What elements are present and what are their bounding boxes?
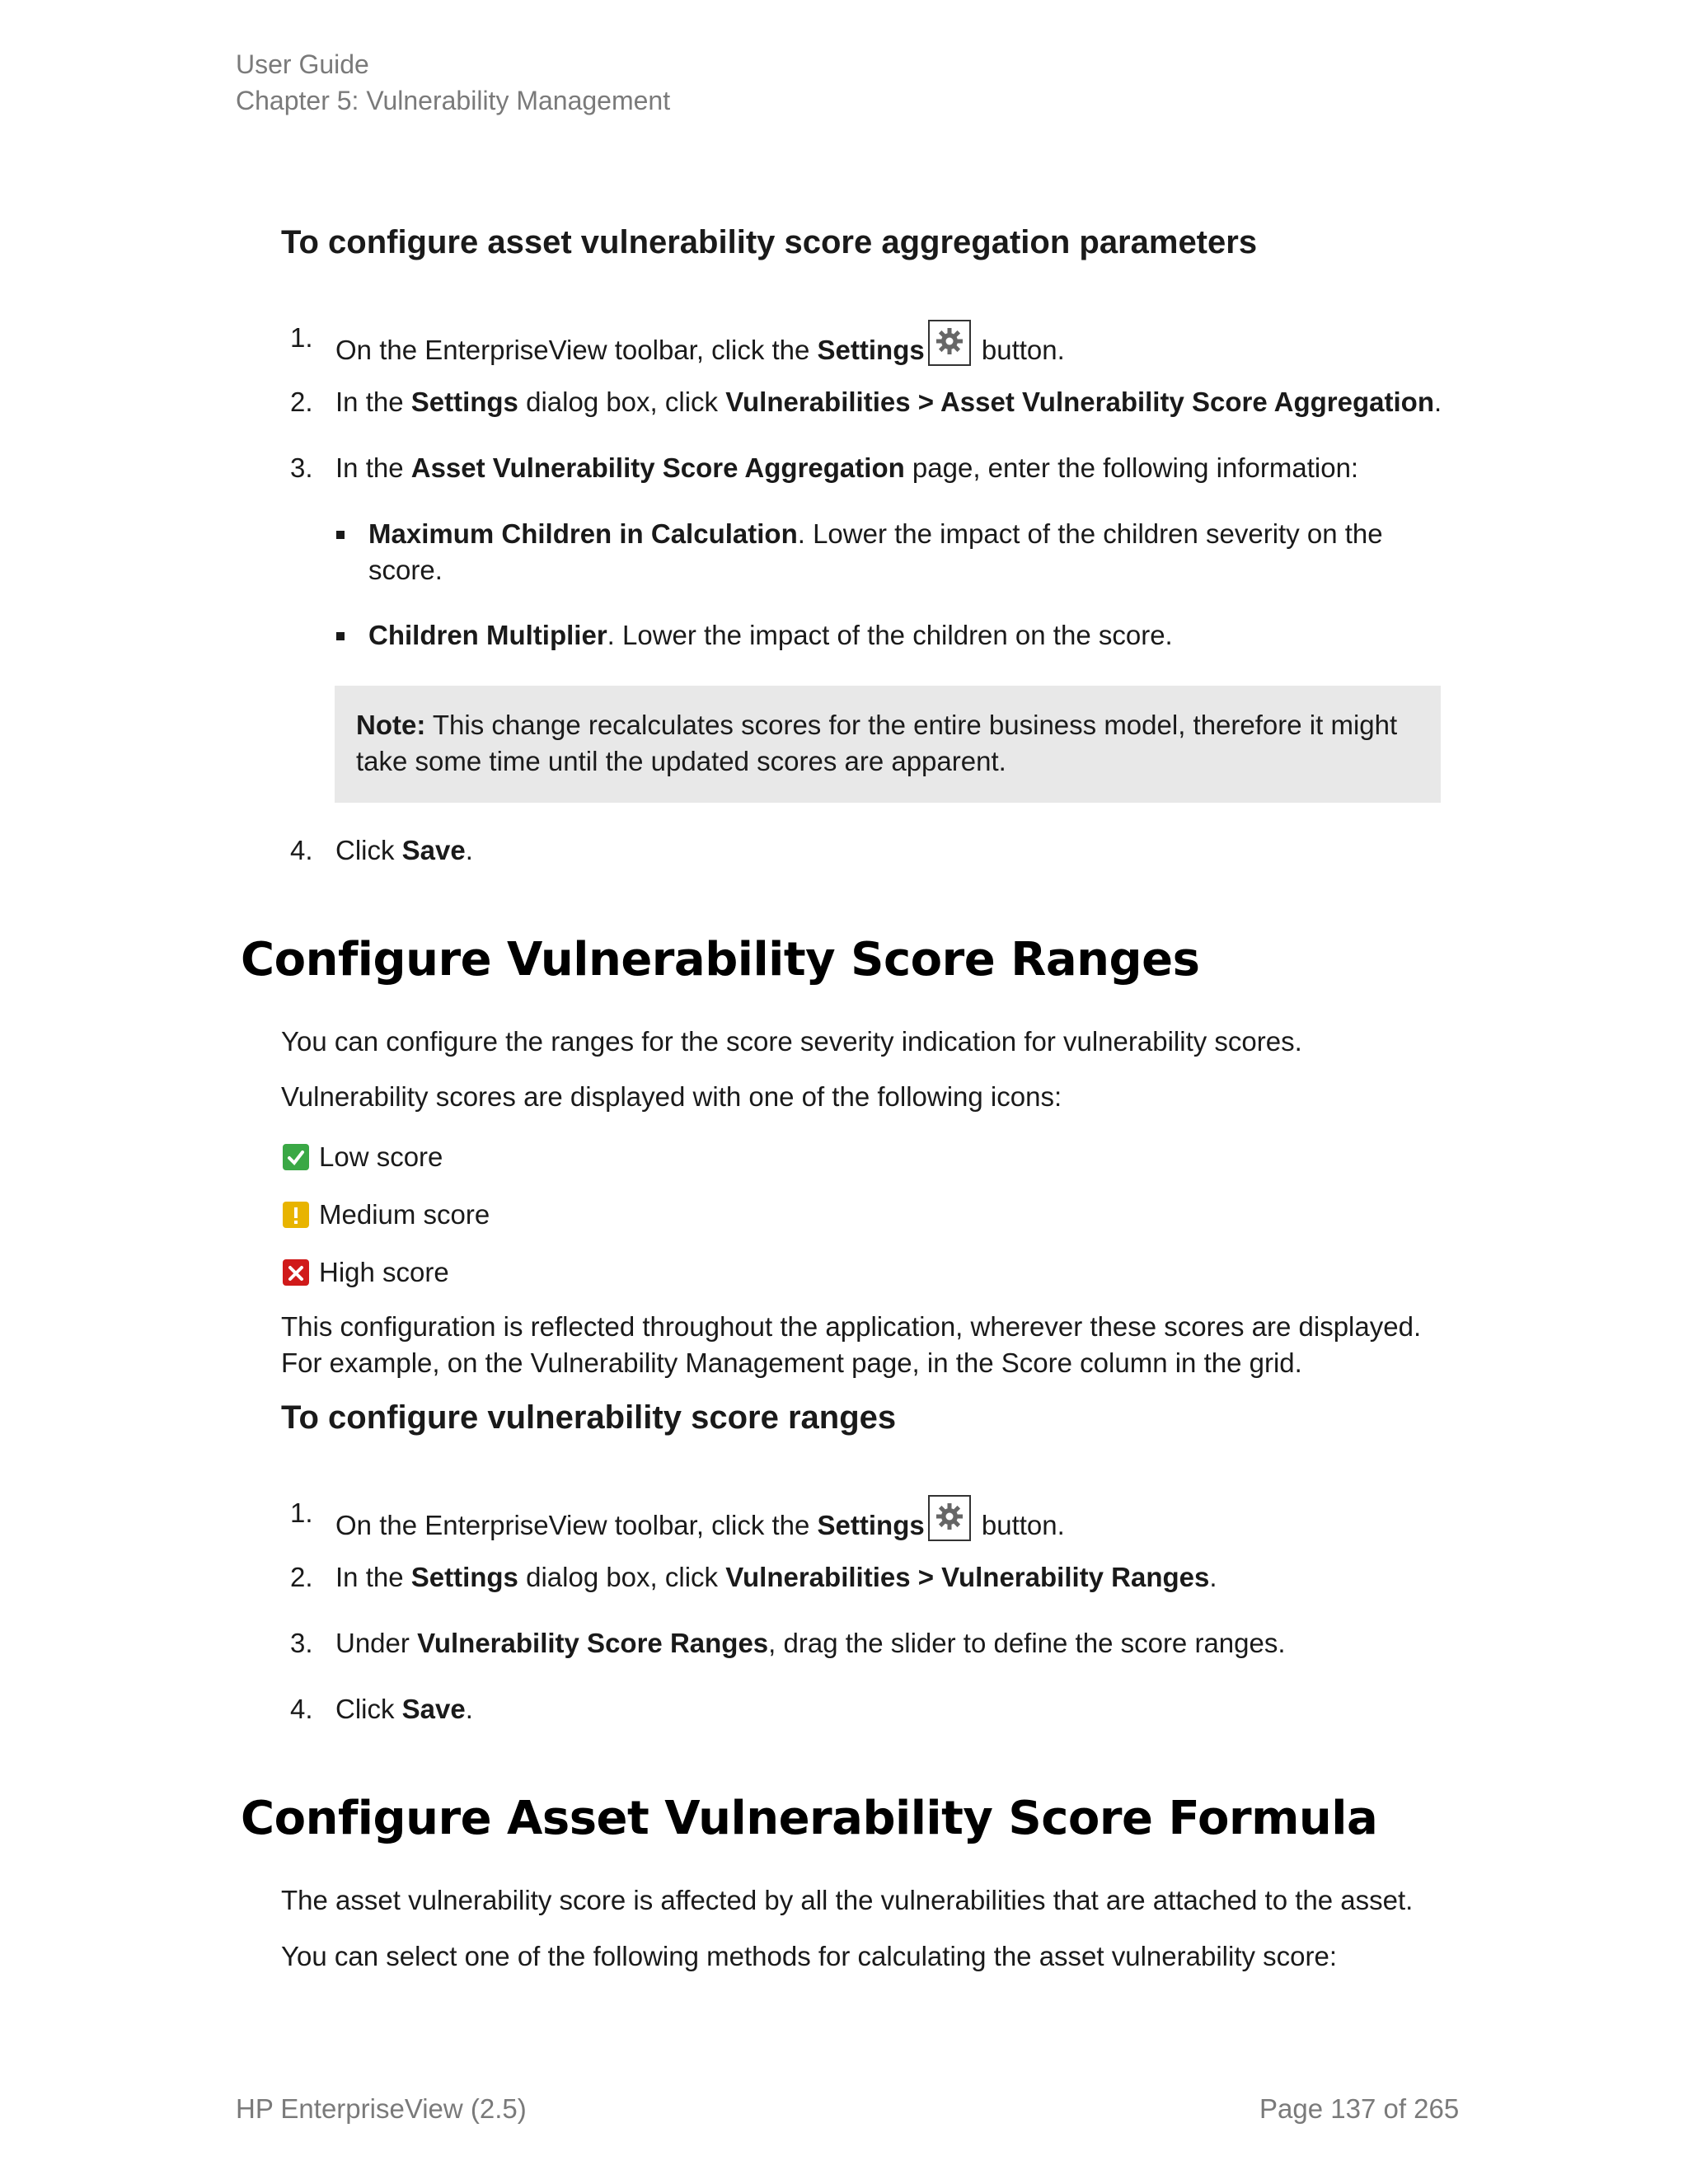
exclamation-icon: [283, 1202, 309, 1228]
x-icon: [283, 1259, 309, 1286]
step-2: [290, 384, 1442, 420]
step-number: 3.: [290, 1628, 313, 1658]
step-number: 2.: [290, 387, 313, 417]
step-number: 1.: [290, 322, 313, 353]
step-3: [290, 450, 1359, 486]
step-text: In the Settings dialog box, click Vulnerabilities > Asset Vulnerability Score Aggregation.: [335, 387, 1442, 417]
step-text: Under Vulnerability Score Ranges, drag the slider to define the score ranges.: [335, 1628, 1286, 1658]
paragraph: Vulnerability scores are displayed with one of the following icons:: [281, 1081, 1062, 1112]
step-number: 2.: [290, 1562, 313, 1592]
procedure-title: To configure asset vulnerability score aggregation parameters: [281, 224, 1258, 260]
guide-title: User Guide: [236, 49, 369, 79]
step-4: [290, 832, 473, 869]
step-number: 3.: [290, 452, 313, 483]
step-text: Click Save.: [335, 835, 473, 865]
step-text: On the EnterpriseView toolbar, click the Settings button.: [335, 1495, 1065, 1544]
step-number: 4.: [290, 1694, 313, 1724]
note-label: Note:: [356, 710, 426, 740]
bullet-square-icon: [336, 531, 345, 539]
step-number: 4.: [290, 835, 313, 865]
settings-gear-icon: [928, 1495, 971, 1541]
note-box: [335, 686, 1441, 803]
step-text: On the EnterpriseView toolbar, click the Settings button.: [335, 320, 1065, 368]
paragraph: You can select one of the following methods for calculating the asset vulnerability score:: [281, 1941, 1338, 1971]
running-header: [236, 46, 670, 119]
bullet-square-icon: [336, 632, 345, 640]
paragraph: This configuration is reflected throughout the application, wherever these scores are displayed. For example, on the Vulnerability Management page, in the Score column in the grid.: [281, 1311, 1422, 1378]
procedure-title: To configure vulnerability score ranges: [281, 1399, 897, 1436]
settings-gear-icon: [928, 320, 971, 366]
footer-product: HP EnterpriseView (2.5): [236, 2093, 527, 2124]
section-heading: Configure Vulnerability Score Ranges: [241, 933, 1200, 987]
step-text: Click Save.: [335, 1694, 473, 1724]
paragraph: The asset vulnerability score is affected by all the vulnerabilities that are attached to the asset.: [281, 1885, 1414, 1915]
paragraph: You can configure the ranges for the score severity indication for vulnerability scores.: [281, 1026, 1302, 1057]
step-2: [290, 1559, 1217, 1596]
step-text: In the Settings dialog box, click Vulnerabilities > Vulnerability Ranges.: [335, 1562, 1217, 1592]
step-4: [290, 1691, 473, 1727]
step-number: 1.: [290, 1497, 313, 1528]
step-text: In the Asset Vulnerability Score Aggregation page, enter the following information:: [335, 452, 1359, 483]
step-3: [290, 1625, 1286, 1661]
footer-page-number: Page 137 of 265: [1259, 2093, 1460, 2124]
step-1: [290, 1495, 1065, 1540]
step-1: [290, 320, 1065, 365]
chapter-title: Chapter 5: Vulnerability Management: [236, 86, 671, 115]
note-text: This change recalculates scores for the entire business model, therefore it might take some time until the updated scores are apparent.: [356, 710, 1398, 776]
section-heading: Configure Asset Vulnerability Score Formula: [241, 1792, 1378, 1845]
check-icon: [283, 1144, 309, 1170]
